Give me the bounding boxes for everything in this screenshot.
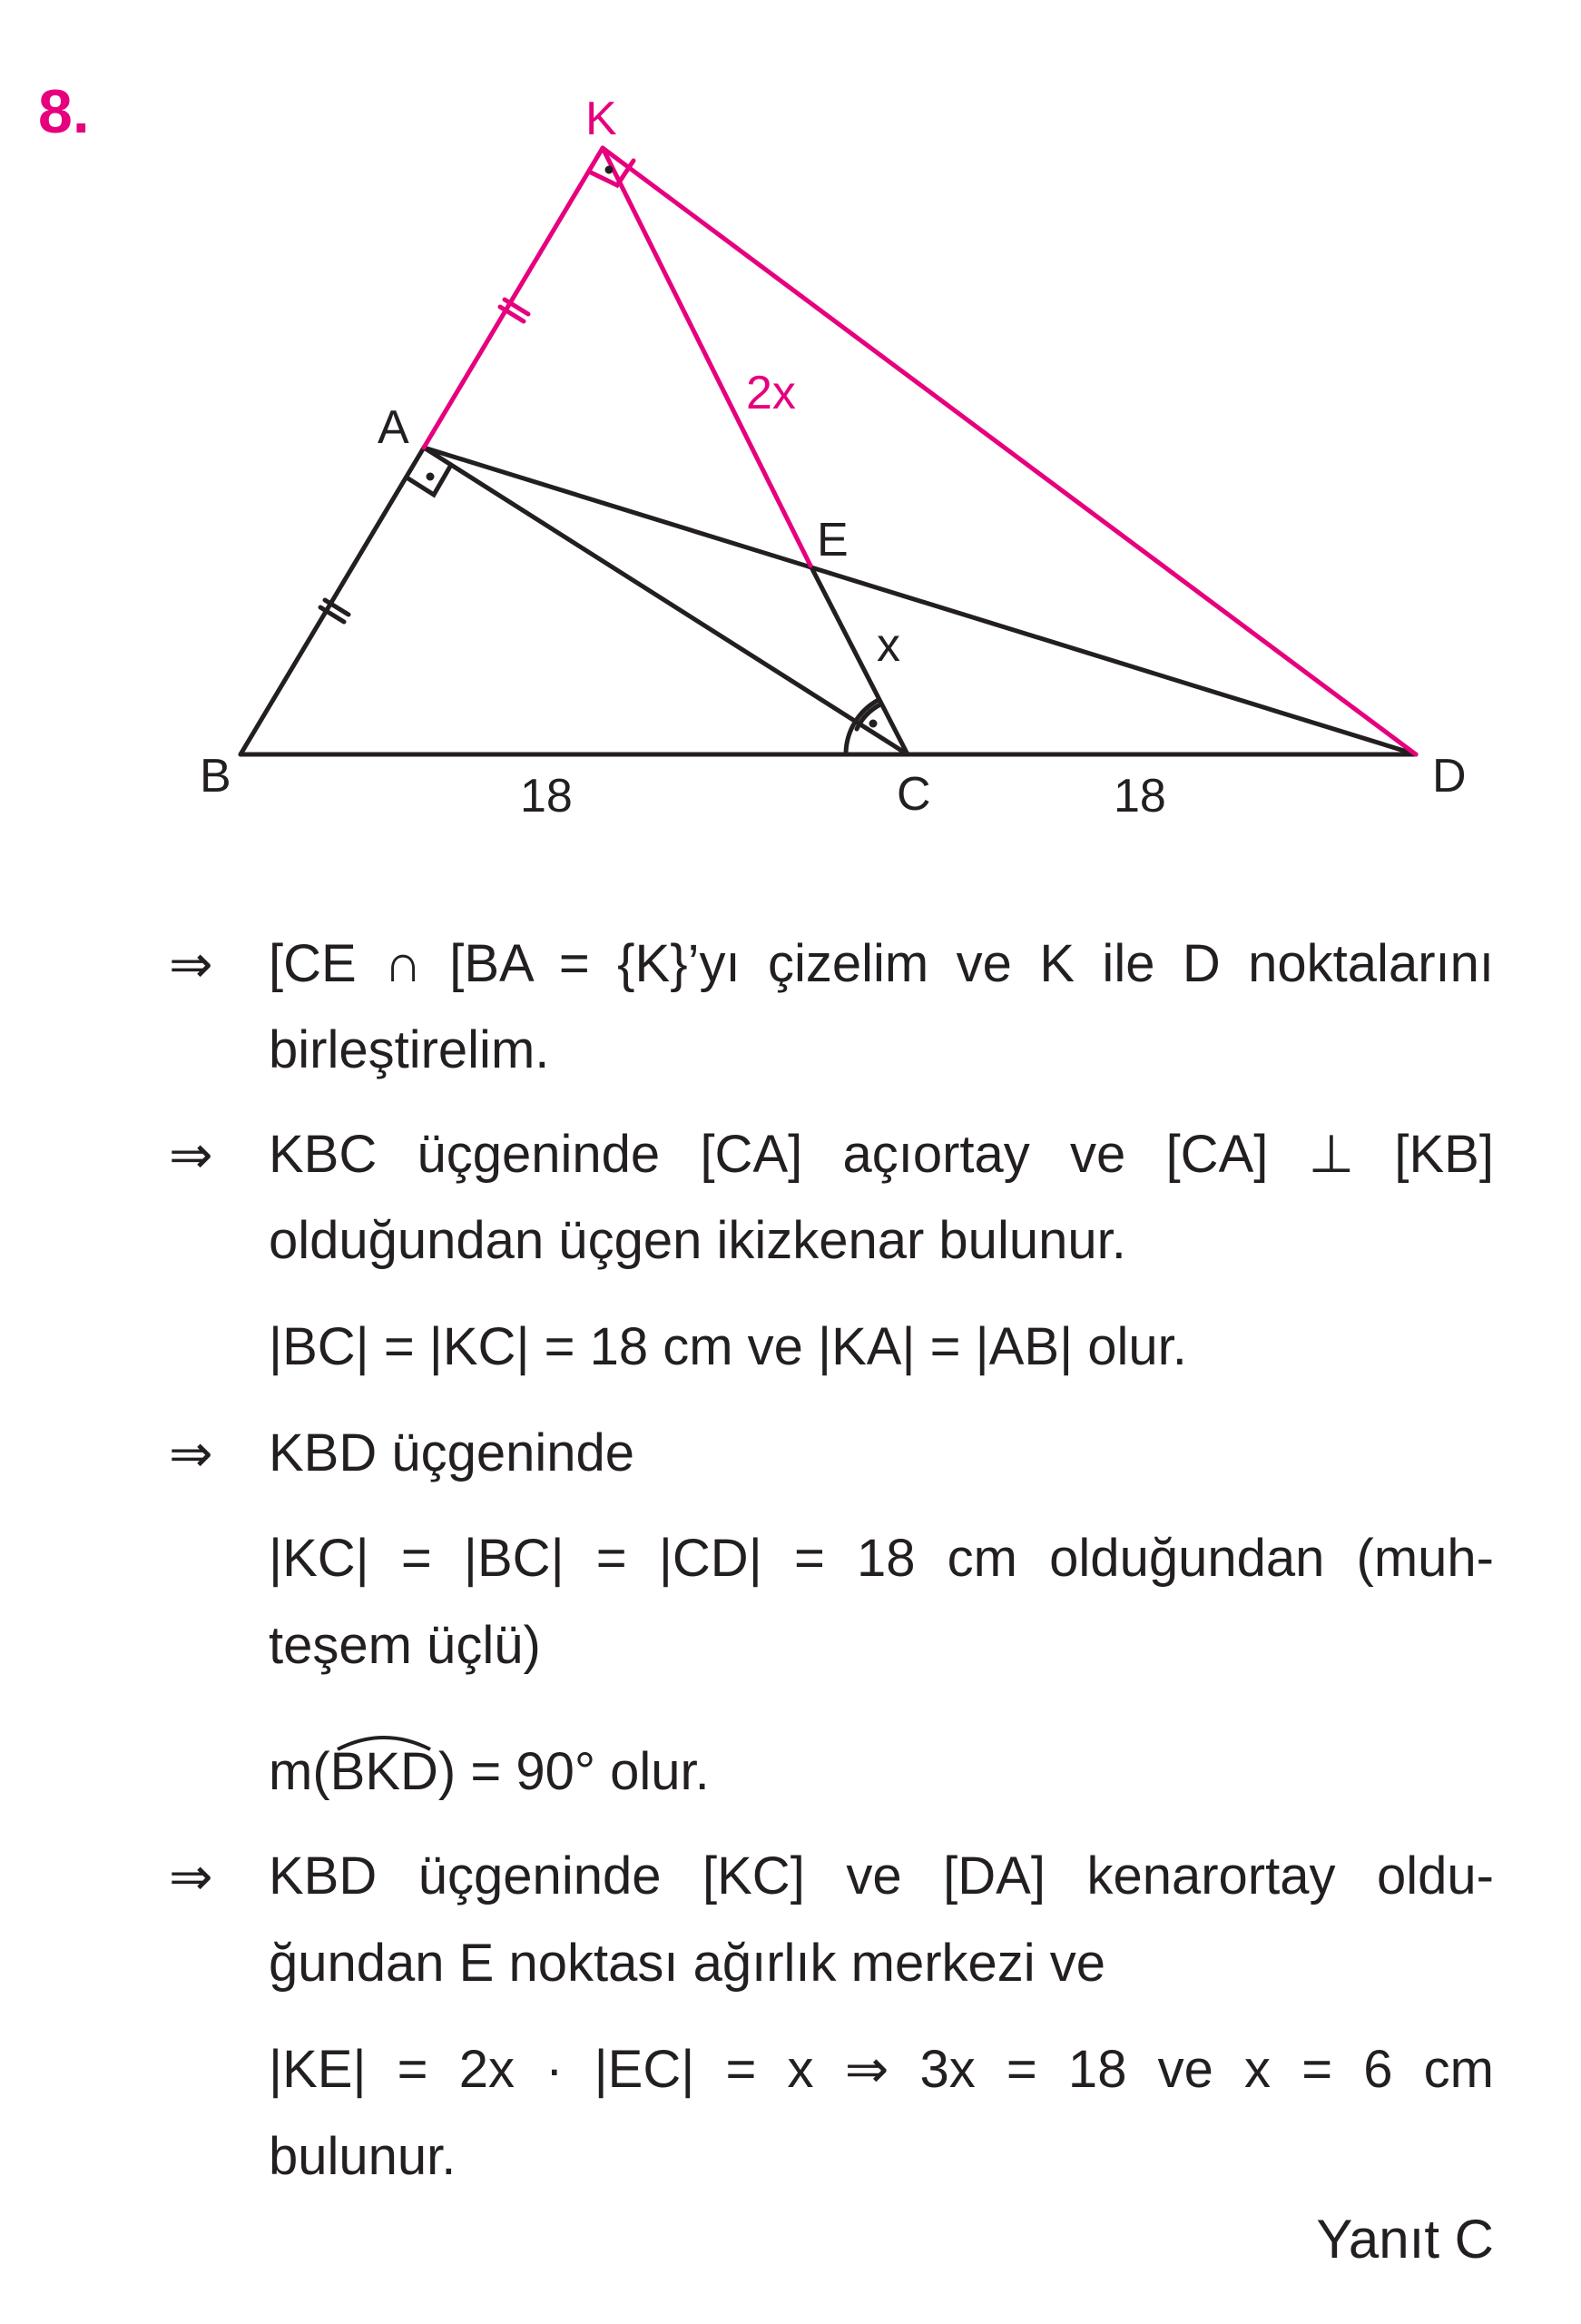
step4-line2: ğundan E noktası ağırlık merkezi ve [269, 1934, 1106, 1993]
angle-dot-A [427, 473, 435, 481]
angle-BKD-label: BKD [329, 1742, 438, 1801]
step3-line3: teşem üçlü) [269, 1616, 541, 1675]
point-label-A: A [378, 401, 409, 454]
length-label-KE: 2x [746, 367, 796, 419]
segment-KE [603, 148, 810, 566]
step2-line2: olduğundan üçgen ikizkenar bulunur. [269, 1211, 1126, 1270]
arrow-icon: ⇒ [169, 1124, 213, 1186]
step1-line2: birleştirelim. [269, 1020, 550, 1079]
length-label-BC: 18 [520, 770, 573, 822]
question-number: 8. [38, 77, 90, 146]
step1-line1: [CE ∩ [BA = {K}’yı çizelim ve K ile D noktalarını [269, 934, 1494, 993]
segment-AK [424, 148, 603, 448]
step2-line3: |BC| = |KC| = 18 cm ve |KA| = |AB| olur. [269, 1317, 1187, 1376]
step4-line3: |KE| = 2x · |EC| = x ⇒ 3x = 18 ve x = 6 cm [269, 2040, 1494, 2099]
angle-hat-icon [334, 1731, 434, 1753]
arrow-icon: ⇒ [169, 1846, 213, 1907]
step3-line1: KBD üçgeninde [269, 1423, 635, 1482]
segment-BA [241, 448, 424, 754]
point-label-E: E [817, 514, 849, 566]
answer-text: Yanıt C [1316, 2209, 1494, 2270]
angle-BKD [330, 1740, 438, 1804]
length-label-EC: x [877, 619, 900, 672]
point-label-B: B [200, 750, 231, 803]
geometry-figure [0, 0, 1581, 872]
arrow-icon: ⇒ [169, 933, 213, 995]
angle-dot-C [869, 720, 878, 728]
point-label-C: C [897, 768, 931, 821]
step2-line1: KBC üçgeninde [CA] açıortay ve [CA] ⊥ [KB] [269, 1125, 1494, 1184]
step4-line4: bulunur. [269, 2127, 457, 2186]
arrow-icon: ⇒ [169, 1423, 213, 1484]
angle-measure-prefix: m( [269, 1742, 330, 1801]
segment-KD [603, 148, 1416, 754]
segment-AD [424, 448, 1416, 754]
step3-line2: |KC| = |BC| = |CD| = 18 cm olduğundan (muh- [269, 1529, 1494, 1588]
point-label-D: D [1432, 750, 1467, 803]
angle-dot-K [605, 166, 614, 174]
step3-line4 [269, 1740, 1494, 1804]
step4-line1: KBD üçgeninde [KC] ve [DA] kenarortay oldu- [269, 1846, 1494, 1905]
segment-AC [424, 448, 908, 754]
angle-measure-suffix: ) = 90° olur. [437, 1742, 710, 1801]
length-label-CD: 18 [1114, 770, 1166, 822]
point-label-K: K [585, 93, 617, 145]
